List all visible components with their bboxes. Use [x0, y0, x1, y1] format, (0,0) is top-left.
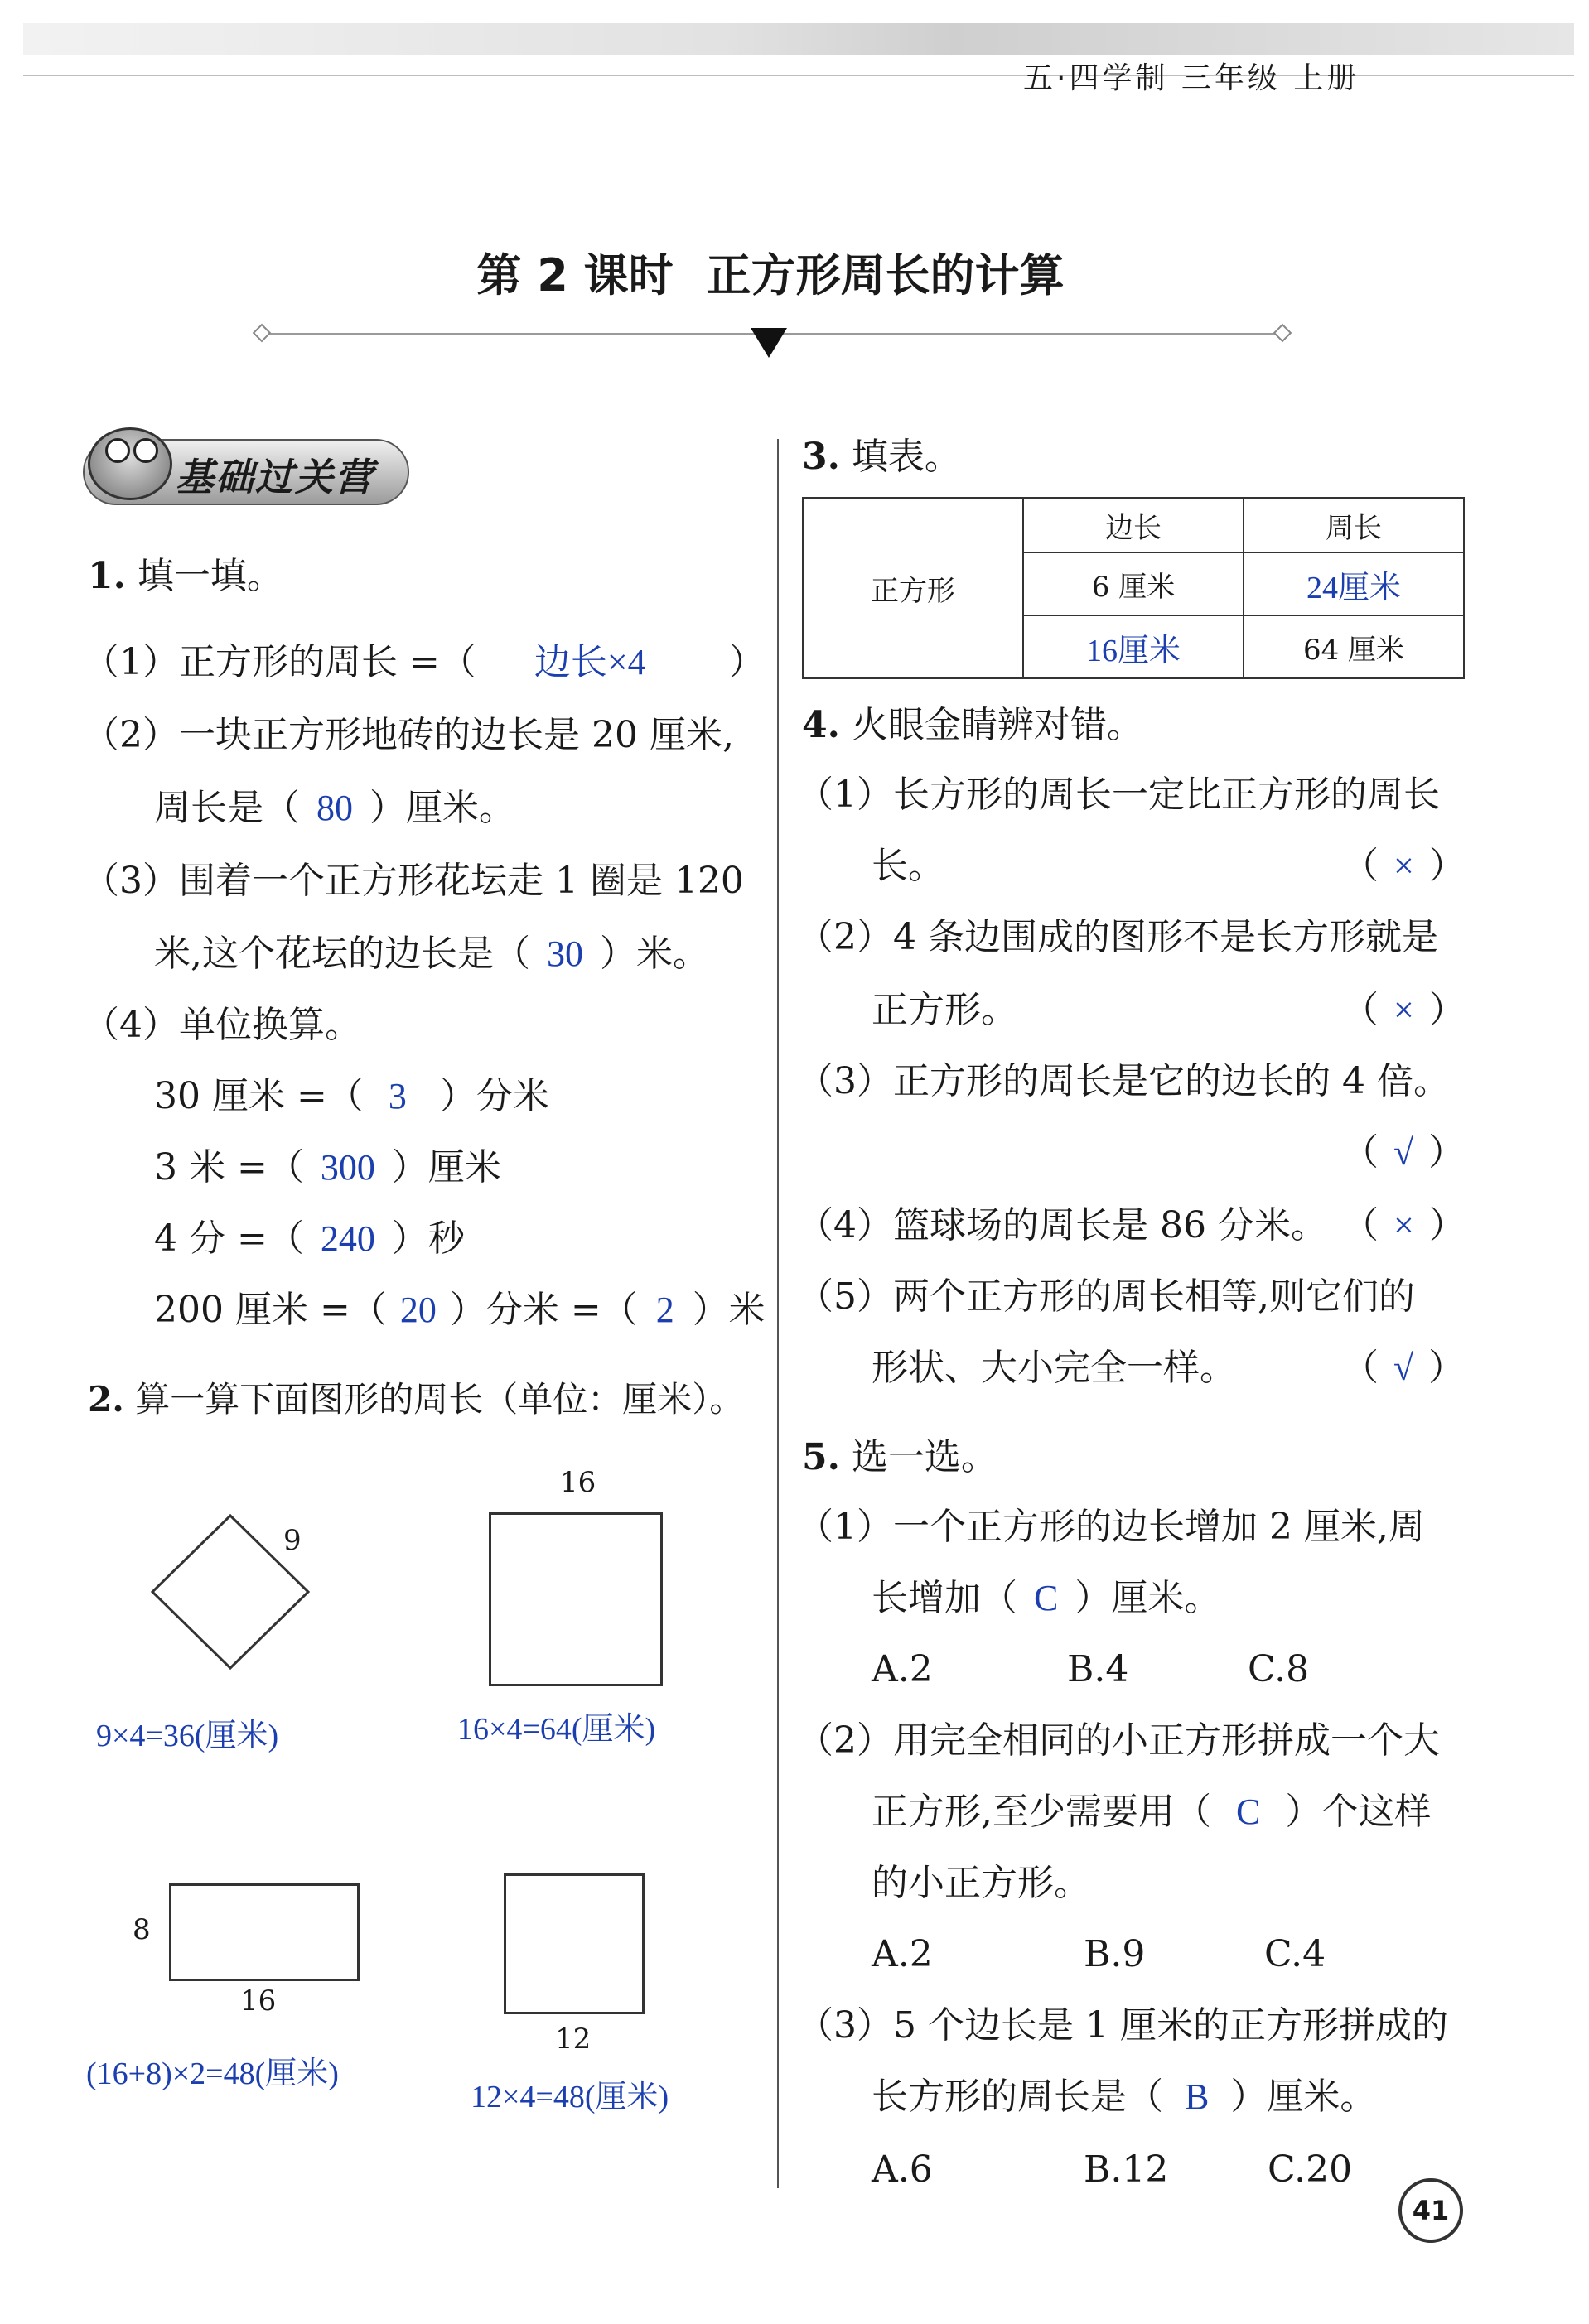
rectangle-figure [169, 1883, 360, 1981]
table-header-perimeter: 周长 [1244, 498, 1464, 552]
q5-item3-options [872, 2145, 1352, 2195]
header-series: 五·四学制 三年级 上册 [1023, 61, 1360, 95]
option: B.9 [1084, 1933, 1146, 1975]
q1-part2-answer: 80 [316, 788, 353, 828]
lesson-topic: 正方形周长的计算 [706, 249, 1065, 301]
fig3-answer: (16+8)×2=48(厘米) [86, 2056, 339, 2091]
q4-item5: （5）两个正方形的周长相等,则它们的 [797, 1275, 1415, 1318]
frog-eye-icon [105, 438, 130, 463]
q1-unit4: 200 厘米 =（ 20 ）分米 =（ 2 ）米 [154, 1289, 766, 1331]
q4-title: 4. 火眼金睛辨对错。 [802, 704, 1143, 746]
fig3-side-label: 8 [133, 1913, 151, 1946]
q5-item1-options [872, 1645, 1309, 1695]
option: A.2 [872, 1648, 933, 1690]
fig4-label: 12 [555, 2023, 592, 2056]
q1-unit2: 3 米 =（ 300 ）厘米 [154, 1146, 501, 1189]
q1-part3: （3）围着一个正方形花坛走 1 圈是 120 [83, 860, 744, 902]
fig2-label: 16 [560, 1466, 596, 1499]
q4-item5-cont: 形状、大小完全一样。 [872, 1347, 1236, 1389]
q5-item1-answer: C [1034, 1578, 1059, 1618]
option: A.6 [872, 2148, 933, 2191]
title-arrow-icon [751, 328, 787, 358]
q1-part1-answer: 边长×4 [534, 642, 646, 682]
square-figure-12 [504, 1873, 645, 2014]
q1-part4: （4）单位换算。 [83, 1004, 361, 1046]
option: B.4 [1067, 1648, 1129, 1690]
q1-part1: （1）正方形的周长 =（ 边长×4 ） [83, 641, 766, 683]
q4-item2-cont: 正方形。 [872, 989, 1017, 1031]
q4-item1: （1）长方形的周长一定比正方形的周长 [797, 774, 1440, 816]
q4-item1-bracket: （ × ） [1342, 845, 1466, 887]
q4-item4: （4）篮球场的周长是 86 分米。 [797, 1204, 1327, 1246]
option: C.8 [1248, 1648, 1310, 1690]
q1-part3-cont: 米,这个花坛的边长是（ 30 ）米。 [154, 933, 709, 975]
q5-item3-answer: B [1185, 2076, 1210, 2117]
q1-part2-cont: 周长是（ 80 ）厘米。 [154, 787, 515, 829]
option: A.2 [872, 1933, 933, 1975]
table-header-side: 边长 [1023, 498, 1244, 552]
page-number: 41 [1398, 2178, 1463, 2243]
q5-title: 5. 选一选。 [802, 1436, 997, 1478]
q5-item2-options [872, 1930, 1326, 1979]
q4-item4-bracket: （ × ） [1342, 1204, 1466, 1246]
fig3-bottom-label: 16 [240, 1984, 277, 2018]
q1-part3-answer: 30 [547, 933, 583, 974]
option: C.20 [1268, 2148, 1353, 2191]
lesson-number: 第 2 课时 [476, 249, 674, 301]
q5-item2-cont2: 的小正方形。 [872, 1862, 1090, 1904]
perimeter-table [802, 497, 1465, 679]
table-cell-answer: 24厘米 [1244, 552, 1464, 615]
q5-item3: （3）5 个边长是 1 厘米的正方形拼成的 [797, 2004, 1448, 2047]
q4-item3: （3）正方形的周长是它的边长的 4 倍。 [797, 1060, 1450, 1102]
q3-title: 3. 填表。 [802, 436, 961, 478]
q5-item2-cont: 正方形,至少需要用（ C ）个这样 [872, 1791, 1432, 1833]
q5-item1-cont: 长增加（ C ）厘米。 [872, 1577, 1221, 1619]
table-cell-answer: 16厘米 [1023, 615, 1244, 678]
rule-right-diamond [1273, 324, 1292, 343]
square-figure-16 [489, 1512, 663, 1686]
table-cell: 6 厘米 [1023, 552, 1244, 615]
q5-item3-cont: 长方形的周长是（ B ）厘米。 [872, 2076, 1377, 2118]
table-row-label: 正方形 [803, 498, 1023, 678]
column-divider [777, 439, 779, 2188]
q4-item2: （2）4 条边围成的图形不是长方形就是 [797, 916, 1438, 958]
q1-title: 1. 填一填。 [88, 555, 283, 597]
fig2-answer: 16×4=64(厘米) [457, 1712, 656, 1747]
page-title [0, 240, 1541, 304]
rule-left-diamond [253, 324, 272, 343]
q4-item1-cont: 长。 [872, 845, 944, 887]
frog-eye-icon [133, 438, 158, 463]
option: B.12 [1084, 2148, 1169, 2191]
q1-part2: （2）一块正方形地砖的边长是 20 厘米, [83, 714, 734, 756]
q5-item2: （2）用完全相同的小正方形拼成一个大 [797, 1719, 1440, 1762]
q5-item2-answer: C [1236, 1791, 1261, 1832]
frog-mascot-icon [88, 427, 172, 500]
fig1-answer: 9×4=36(厘米) [96, 1719, 279, 1753]
header-band [23, 23, 1574, 55]
fig4-answer: 12×4=48(厘米) [471, 2080, 669, 2114]
section-label: 基础过关营 [176, 455, 374, 499]
q4-item5-bracket: （ √ ） [1342, 1347, 1466, 1389]
q1-unit1: 30 厘米 =（ 3 ）分米 [154, 1075, 549, 1117]
q2-title: 2. 算一算下面图形的周长（单位：厘米）。 [88, 1379, 745, 1420]
option: C.4 [1264, 1933, 1326, 1975]
q1-unit3: 4 分 =（ 240 ）秒 [154, 1217, 465, 1260]
fig1-label: 9 [283, 1524, 302, 1557]
table-cell: 64 厘米 [1244, 615, 1464, 678]
diamond-figure [149, 1507, 331, 1698]
q5-item1: （1）一个正方形的边长增加 2 厘米,周 [797, 1506, 1425, 1548]
q4-item3-bracket: （ √ ） [1342, 1131, 1466, 1174]
q4-item2-bracket: （ × ） [1342, 989, 1466, 1031]
